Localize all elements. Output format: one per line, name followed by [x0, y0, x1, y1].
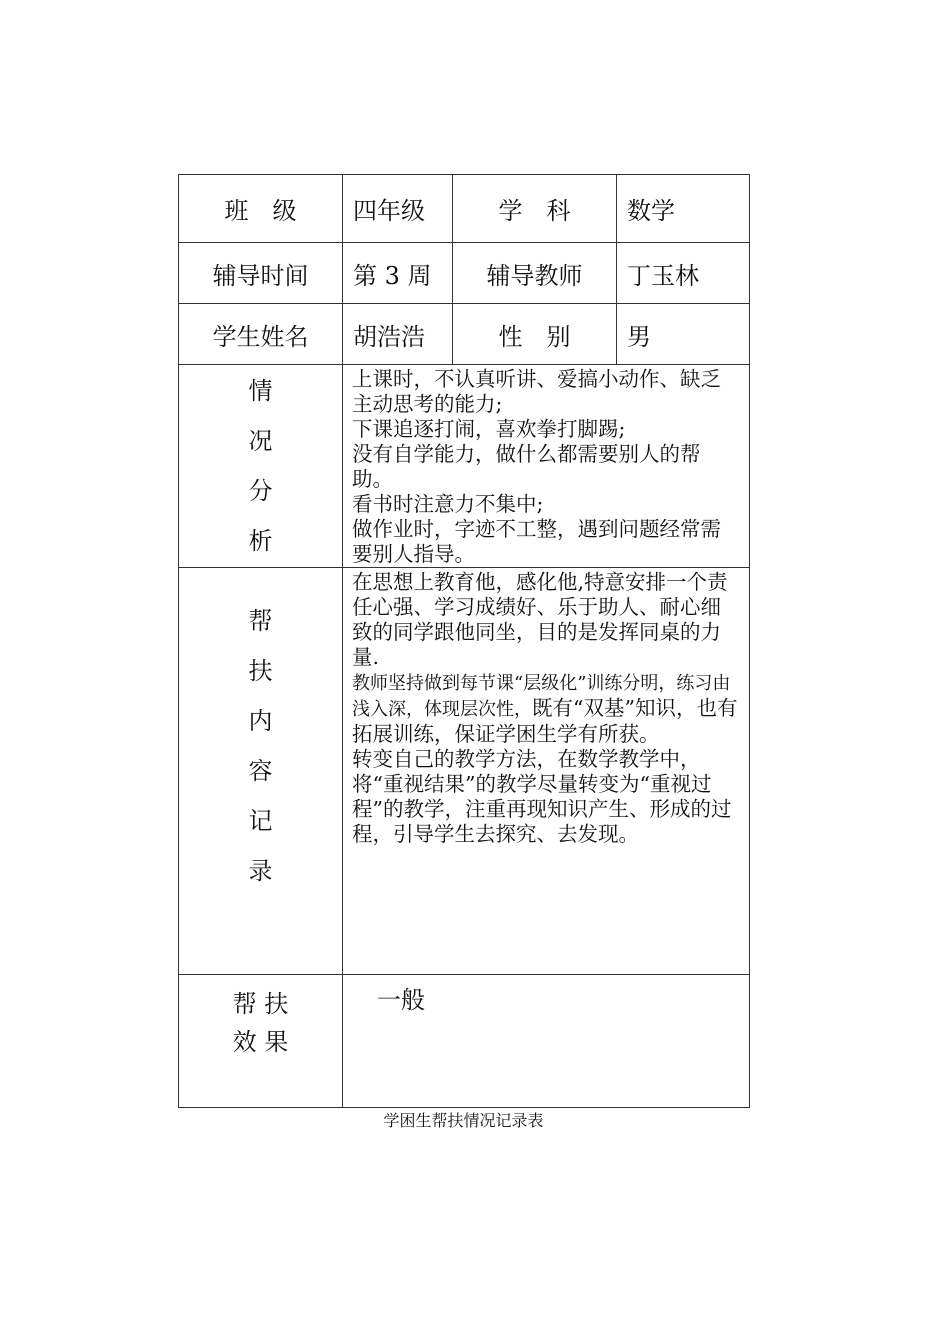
label-teacher: 辅导教师 [453, 243, 617, 304]
row-support [179, 568, 750, 975]
analysis-paragraph: 没有自学能力，做什么都需要别人的帮助。 [352, 442, 701, 491]
teacher-value: 丁玉林 [617, 243, 750, 304]
label-char: 扶 [248, 657, 273, 685]
label-char: 记 [248, 807, 273, 835]
effect-value: 一般 [343, 975, 750, 1108]
analysis-paragraph: 下课追逐打闹，喜欢拳打脚踢; [352, 417, 626, 441]
label-char: 况 [248, 427, 273, 455]
label-char: 分 [248, 477, 273, 505]
label-subject: 学 科 [453, 175, 617, 243]
analysis-paragraph: 上课时，不认真听讲、爱搞小动作、缺乏主动思考的能力; [352, 367, 721, 416]
label-gender: 性 别 [453, 304, 617, 365]
row-class-subject [179, 175, 750, 243]
record-sheet [178, 174, 749, 1108]
support-paragraph: 在思想上教育他，感化他,特意安排一个责任心强、学习成绩好、乐于助人、耐心细致的同学跟他同坐，目的是发挥同桌的力量. [352, 570, 728, 669]
analysis-paragraph: 做作业时，字迹不工整，遇到问题经常需要别人指导。 [352, 517, 721, 566]
label-time: 辅导时间 [179, 243, 343, 304]
label-analysis [179, 365, 343, 568]
support-paragraph-small: 教师坚持做到每节课“层级化”训练分明，练习由浅入深，体现层次性， [352, 673, 731, 720]
student-name-value: 胡浩浩 [343, 304, 453, 365]
class-value: 四年级 [343, 175, 453, 243]
analysis-paragraph: 看书时注意力不集中; [352, 492, 544, 516]
label-student-name: 学生姓名 [179, 304, 343, 365]
label-char: 内 [248, 707, 273, 735]
record-table [178, 174, 750, 1108]
label-char: 情 [248, 377, 273, 405]
subject-value: 数学 [617, 175, 750, 243]
label-char: 容 [248, 757, 273, 785]
label-support [179, 568, 343, 975]
label-char: 析 [248, 527, 273, 555]
support-paragraph: 转变自己的教学方法，在数学教学中，将“重视结果”的教学尽量转变为“重视过程”的教学，注重再现知识产生、形成的过程，引导学生去探究、去发现。 [352, 747, 732, 846]
table-caption: 学困生帮扶情况记录表 [383, 1111, 544, 1130]
label-char: 录 [248, 857, 273, 885]
row-analysis [179, 365, 750, 568]
support-paragraph-rest: 既有“双基”知识，也有拓展训练，保证学困生学有所获。 [352, 696, 738, 746]
time-value: 第 3 周 [343, 243, 453, 304]
label-class: 班 级 [179, 175, 343, 243]
label-char: 帮 [248, 607, 273, 635]
row-effect [179, 975, 750, 1108]
label-effect [179, 975, 343, 1108]
label-effect-line: 帮 扶 [232, 990, 289, 1018]
row-time-teacher [179, 243, 750, 304]
gender-value: 男 [617, 304, 750, 365]
row-name-gender [179, 304, 750, 365]
support-text [343, 568, 750, 975]
label-effect-line: 效 果 [232, 1028, 289, 1056]
support-paragraph [352, 670, 741, 747]
analysis-text [343, 365, 750, 568]
